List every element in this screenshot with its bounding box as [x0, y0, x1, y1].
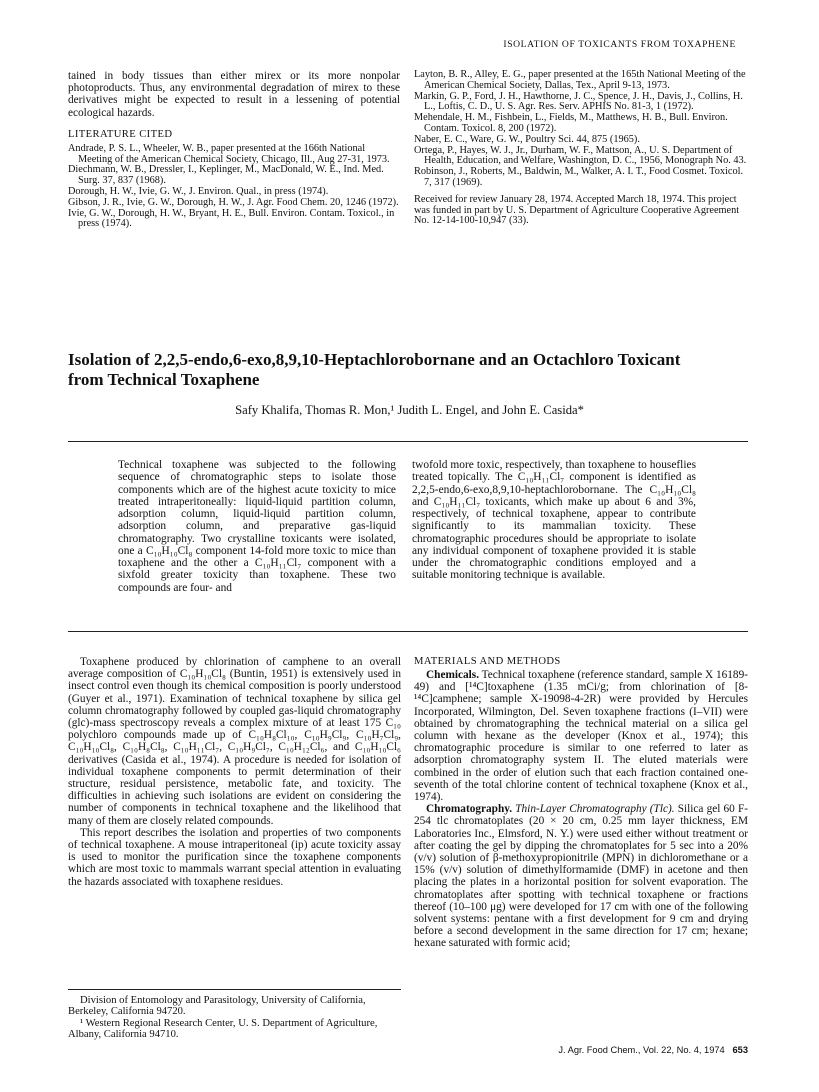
chromatography-text: Silica gel 60 F-254 tlc chromatoplates (20 × 20 cm, 0.25 mm layer thickness, EM Laboratories Inc., Elmsford, N. Y.) were used either without treatment or after coating the gel by dipping the chromatoplates for 5 sec into a 20% (v/v) solution of β-methoxypropionitrile (MPN) in dichloromethane or a 15% (v/v) solution of dimethylformamide (DMF) in acetone and then placing the plates in a horizontal position for solvent evaporation. The chromatoplates after spotting with technical toxaphene or fractions thereof (10–100 μg) were developed for 17 cm with one of the following solvent systems: pentane with a first development for 9 cm and drying before a second development in the same direction for 17 cm; hexane; hexane saturated with formic acid;	[414, 803, 748, 950]
chromatography-paragraph	[414, 803, 748, 949]
reference-item: Dorough, H. W., Ivie, G. W., J. Environ. Qual., in press (1974).	[68, 186, 329, 197]
received-note: Received for review January 28, 1974. Accepted March 18, 1974. This project was funded in part by U. S. Department of Agriculture Cooperative Agreement No. 12-14-100-10,947 (33).	[414, 193, 740, 227]
references-right	[414, 70, 748, 189]
reference-item: Ivie, G. W., Dorough, H. W., Bryant, H. E., Bull. Environ. Contam. Toxicol., in press (1974).	[68, 207, 395, 230]
reference-item: Robinson, J., Roberts, M., Baldwin, M., Walker, A. I. T., Food Cosmet. Toxicol. 7, 317 (1969).	[414, 166, 744, 188]
materials-heading: MATERIALS AND METHODS	[414, 656, 561, 667]
literature-heading: LITERATURE CITED	[68, 128, 173, 140]
reference-item: Andrade, P. S. L., Wheeler, W. B., paper presented at the 166th National Meeting of the American Chemical Society, Chicago, Ill., Aug 27-31, 1973.	[68, 142, 390, 165]
reference-item: Layton, B. R., Alley, E. G., paper presented at the 165th National Meeting of the American Chemical Society, Dallas, Tex., April 9-13, 1973.	[414, 69, 746, 91]
footnote-rule	[68, 989, 401, 990]
abstract-left: Technical toxaphene was subjected to the following sequence of chromatographic steps to isolate those components which are of the highest acute toxicity to mice treated intraperitoneally: liquid-liquid partition column, adsorption column, liquid-liquid partition column, adsorption column, and preparative gas-liquid chromatography. Two crystalline toxicants were isolated, one a C₁₀H₁₀Cl₈ component 14-fold more toxic to mice than toxaphene and the other a C₁₀H₁₁Cl₇ component with a sixfold greater toxicity than toxaphene. These two compounds are four- and	[118, 459, 396, 594]
body-left-column	[68, 656, 401, 888]
intro-paragraph-2: This report describes the isolation and properties of two components of technical toxaphene. A mouse intraperitoneal (ip) acute toxicity assay is used to monitor the purification since the toxaphene components which are most toxic to mammals warrant special attention in evaluating the hazards associated with toxaphene residues.	[68, 826, 401, 888]
references-left	[68, 144, 400, 230]
body-right-column	[414, 656, 748, 950]
title-line-1: Isolation of 2,2,5-endo,6-exo,8,9,10-Heptachlorobornane and an Octachloro Toxicant	[68, 350, 681, 369]
title-line-2: from Technical Toxaphene	[68, 370, 260, 389]
abstract-top-rule	[68, 441, 748, 442]
footnotes	[68, 995, 401, 1040]
affiliation-footnote: Division of Entomology and Parasitology, University of California, Berkeley, California 94720.	[68, 995, 366, 1018]
journal-citation: J. Agr. Food Chem., Vol. 22, No. 4, 1974	[558, 1045, 725, 1055]
reference-item: Diechmann, W. B., Dressler, I., Keplinger, M., MacDonald, W. E., Ind. Med. Surg. 37, 837 (1968).	[68, 164, 384, 187]
reference-item: Gibson, J. R., Ivie, G. W., Dorough, H. W., J. Agr. Food Chem. 20, 1246 (1972).	[68, 196, 399, 208]
reference-item: Ortega, P., Hayes, W. J., Jr., Durham, W. F., Mattson, A., U. S. Department of Health, Education, and Welfare, Washington, D. C., 1956, Monograph No. 43.	[414, 144, 747, 167]
abstract-bottom-rule	[68, 631, 748, 632]
article-title	[68, 350, 758, 390]
chemicals-text: Technical toxaphene (reference standard, sample X 16189-49) and [¹⁴C]toxaphene (1.35 mCi/g; from chlorination of [8-¹⁴C]camphene; sample X-19098-4-2R) were provided by Hercules Incorporated, Wilmington, Del. Seven toxaphene fractions (I–VII) were obtained by chromatographing the technical material on a silica gel column with hexane as the developer (Knox et al., 1974); this chromatographic procedure is similar to one referred to later as adsorption chromatography system II. The eluted materials were combined in the order of elution such that each fraction contained one-seventh of the total chlorine content of technical toxaphene (Knox et al., 1974).	[414, 669, 748, 804]
chemicals-paragraph	[414, 669, 748, 803]
reference-item: Mehendale, H. M., Fishbein, L., Fields, M., Matthews, H. B., Bull. Environ. Contam. Toxicol. 8, 200 (1972).	[414, 112, 728, 134]
top-left-column	[68, 70, 400, 230]
reference-item: Markin, G. P., Ford, J. H., Hawthorne, J. C., Spence, J. H., Davis, J., Collins, H. L., Loftis, C. D., U. S. Agr. Res. Serv. APHIS No. 81-3, 1 (1972).	[414, 90, 743, 113]
tlc-subheading: Thin-Layer Chromatography (Tlc).	[512, 803, 675, 816]
page-number: 653	[732, 1045, 748, 1055]
address-footnote: ¹ Western Regional Research Center, U. S. Department of Agriculture, Albany, California 94710.	[68, 1017, 378, 1040]
chromatography-label: Chromatography.	[426, 803, 513, 816]
intro-paragraph: tained in body tissues than either mirex or its more nonpolar photoproducts. Thus, any environmental degradation of mirex to these derivatives might be expected to result in a lessening of potential ecological hazards.	[68, 70, 400, 119]
top-right-column	[414, 70, 748, 227]
intro-paragraph-1: Toxaphene produced by chlorination of camphene to an overall average composition of C₁₀H₁₀Cl₈ (Buntin, 1951) is extensively used in insect control even though its chemical composition is poorly understood (Guyer et al., 1971). Examination of technical toxaphene by silica gel column chromatography followed by coupled gas-liquid chromatography (glc)-mass spectroscopy reveals a complex mixture of at least 175 C₁₀ polychloro compounds made up of C₁₀H₈Cl₁₀, C₁₀H₉Cl₉, C₁₀H₇Cl₉, C₁₀H₁₀Cl₈, C₁₀H₈Cl₈, C₁₀H₁₁Cl₇, C₁₀H₉Cl₇, C₁₀H₁₂Cl₆, and C₁₀H₁₀Cl₆ derivatives (Casida et al., 1974). A procedure is needed for isolation of individual toxaphene components to permit determination of their structure, residual persistence, metabolic fate, and toxicity. The difficulties in achieving such isolations are evident on considering the number of components in technical toxaphene and the likelihood that many of them are closely related compounds.	[68, 656, 401, 827]
author-list: Safy Khalifa, Thomas R. Mon,¹ Judith L. Engel, and John E. Casida*	[235, 403, 584, 417]
running-header: ISOLATION OF TOXICANTS FROM TOXAPHENE	[503, 39, 736, 50]
abstract-right: twofold more toxic, respectively, than toxaphene to houseflies treated topically. The C₁₀H₁₁Cl₇ component is identified as 2,2,5-endo,6-exo,8,9,10-heptachlorobornane. The C₁₀H₁₀Cl₈ and C₁₀H₁₁Cl₇ toxicants, which make up about 6 and 3%, respectively, of technical toxaphene, appear to contribute significantly to its mammalian toxicity. These chromatographic procedures should be appropriate to isolate any individual component of toxaphene provided it is stable under the chromatographic conditions employed and a suitable monitoring technique is available.	[412, 459, 696, 582]
reference-item: Naber, E. C., Ware, G. W., Poultry Sci. 44, 875 (1965).	[414, 133, 640, 145]
page-footer	[558, 1045, 748, 1055]
chemicals-label: Chemicals.	[426, 669, 480, 681]
